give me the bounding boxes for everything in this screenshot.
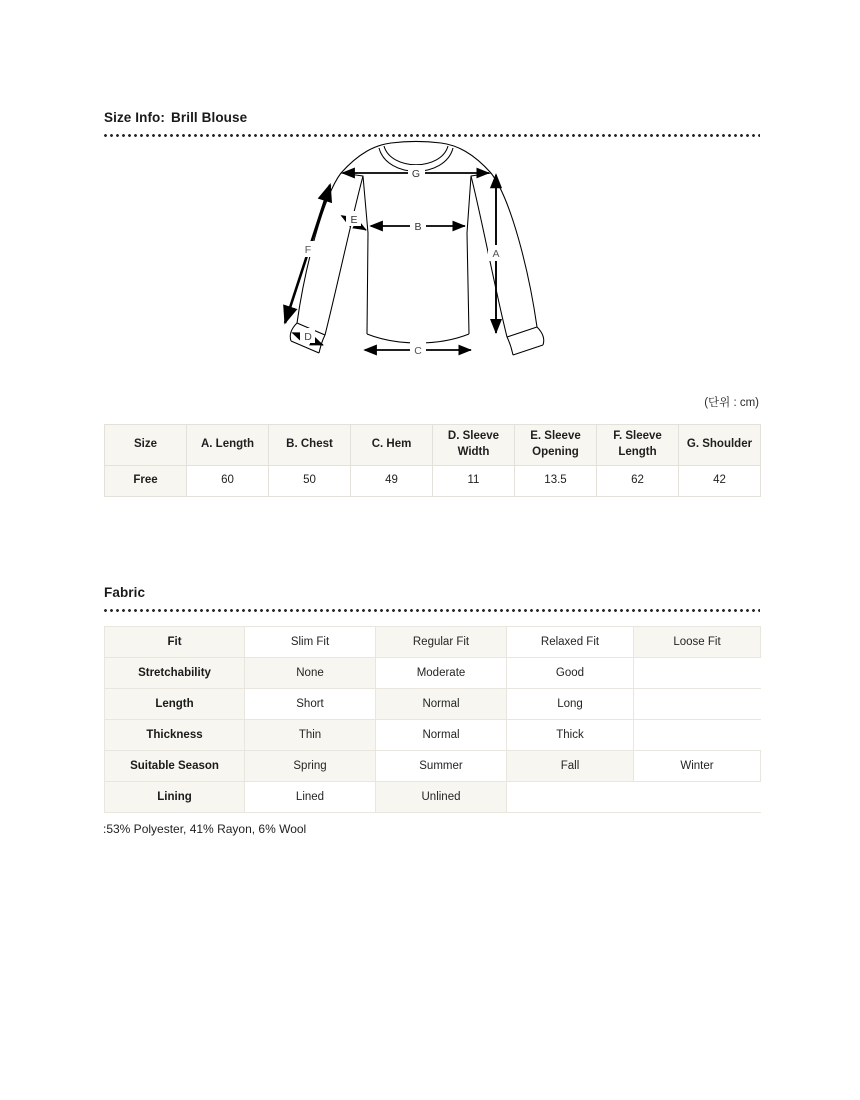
garment-diagram-svg [267,137,597,387]
measure-label-e: E [350,214,358,226]
fabric-row [105,720,761,751]
fabric-option[interactable]: None [245,658,376,689]
fabric-option[interactable]: Unlined [376,782,507,813]
fabric-option[interactable]: Thin [245,720,376,751]
size-header-shoulder: G. Shoulder [679,425,761,466]
fabric-option[interactable]: Short [245,689,376,720]
table-row [105,466,761,497]
fabric-row-label: Lining [105,782,245,813]
fabric-row [105,689,761,720]
size-info-heading [104,110,760,125]
fabric-option[interactable]: Winter [634,751,761,782]
size-cell-sleeve-length: 62 [597,466,679,497]
fabric-option[interactable]: Fall [507,751,634,782]
measure-label-g: G [411,168,421,180]
fabric-option-empty [507,782,634,813]
size-cell-sleeve-width: 11 [433,466,515,497]
fabric-row [105,782,761,813]
fabric-row-label: Suitable Season [105,751,245,782]
product-name: Brill Blouse [171,110,248,125]
unit-note: (단위 : cm) [704,397,759,409]
fabric-row [105,627,761,658]
size-header-sleeve-length: F. Sleeve Length [597,425,679,466]
fabric-option[interactable]: Summer [376,751,507,782]
fabric-option-empty [634,720,761,751]
measure-label-d: D [304,331,312,343]
fabric-properties-table [104,626,761,813]
size-cell-hem: 49 [351,466,433,497]
measure-label-a: A [492,248,500,260]
measure-label-c: C [414,345,422,357]
size-cell-length: 60 [187,466,269,497]
garment-diagram [104,137,760,392]
size-cell-chest: 50 [269,466,351,497]
size-info-separator: : [160,110,166,125]
size-cell-sleeve-opening: 13.5 [515,466,597,497]
size-table-header-row [105,425,761,466]
fabric-heading [104,585,760,600]
fabric-option-empty [634,658,761,689]
fabric-option[interactable]: Long [507,689,634,720]
fabric-option[interactable]: Normal [376,720,507,751]
size-header-sleeve-width: D. Sleeve Width [433,425,515,466]
fabric-row [105,751,761,782]
fabric-option[interactable]: Normal [376,689,507,720]
size-cell-shoulder: 42 [679,466,761,497]
fabric-option[interactable]: Thick [507,720,634,751]
size-header-size: Size [105,425,187,466]
fabric-option[interactable]: Regular Fit [376,627,507,658]
measure-label-b: B [414,221,422,233]
size-measurements-table [104,424,761,497]
content-column [104,110,760,836]
fabric-row-label: Thickness [105,720,245,751]
fabric-row-label: Stretchability [105,658,245,689]
fabric-option[interactable]: Good [507,658,634,689]
fabric-divider [104,609,760,612]
size-header-chest: B. Chest [269,425,351,466]
fabric-option[interactable]: Lined [245,782,376,813]
fabric-option-empty [634,689,761,720]
fabric-option[interactable]: Slim Fit [245,627,376,658]
fabric-heading-label: Fabric [104,585,146,600]
size-header-sleeve-opening: E. Sleeve Opening [515,425,597,466]
fabric-row-label: Fit [105,627,245,658]
fabric-option[interactable]: Moderate [376,658,507,689]
fabric-composition: :53% Polyester, 41% Rayon, 6% Wool [103,822,307,836]
fabric-option[interactable]: Relaxed Fit [507,627,634,658]
fabric-row [105,658,761,689]
size-info-label: Size Info [104,110,161,125]
size-cell-size: Free [105,466,187,497]
measure-label-f: F [304,244,312,256]
fabric-option[interactable]: Spring [245,751,376,782]
fabric-option-empty [634,782,761,813]
fabric-row-label: Length [105,689,245,720]
fabric-option[interactable]: Loose Fit [634,627,761,658]
size-header-hem: C. Hem [351,425,433,466]
section-spacer [104,497,760,585]
size-header-length: A. Length [187,425,269,466]
